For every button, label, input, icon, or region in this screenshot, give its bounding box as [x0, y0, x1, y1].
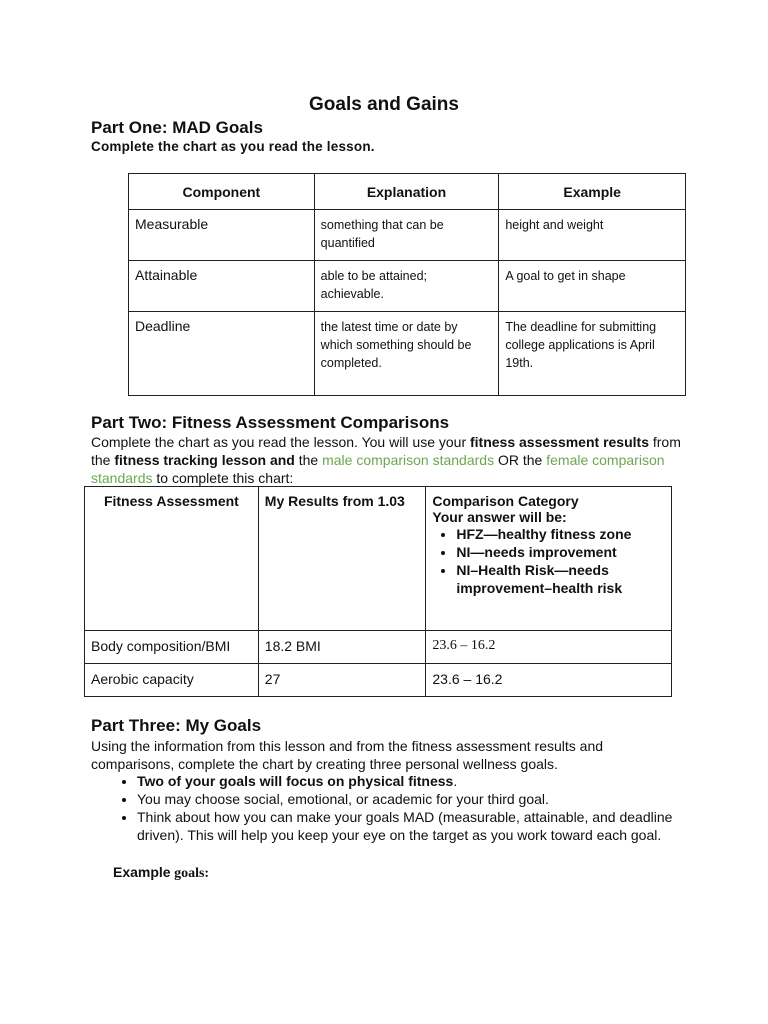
- list-item: • You may choose social, emotional, or academic for your third goal.: [137, 790, 681, 808]
- example-bold-text: Example: [113, 864, 171, 880]
- category-options-list: [432, 525, 665, 597]
- assessment-cell: Body composition/BMI: [85, 631, 259, 664]
- fitness-comparison-table: [84, 486, 672, 697]
- result-cell: 18.2 BMI: [258, 631, 426, 664]
- male-standards-link[interactable]: male comparison standards: [322, 452, 495, 468]
- part-three-heading: Part Three: My Goals: [91, 716, 262, 735]
- explanation-cell: the latest time or date by which something should be completed.: [314, 312, 499, 396]
- bullet-bold-text: Two of your goals will focus on physical fitness: [137, 773, 454, 789]
- comparison-category-subtitle: Your answer will be:: [432, 509, 567, 525]
- list-item: • HFZ—healthy fitness zone: [456, 525, 665, 543]
- table-header-row: [85, 487, 672, 631]
- part-one-heading: Part One: MAD Goals: [91, 118, 263, 137]
- list-item: • Think about how you can make your goals MAD (measurable, attainable, and deadline driven). This will help you keep your eye on the target as you work toward each goal.: [137, 808, 681, 844]
- table-header-row: [129, 174, 686, 210]
- category-cell: 23.6 – 16.2: [426, 631, 672, 664]
- table-row: [129, 210, 686, 261]
- example-goals-label: [113, 864, 209, 882]
- intro-text: the: [294, 452, 323, 468]
- result-cell: 27: [258, 664, 426, 697]
- header-my-results: My Results from 1.03: [258, 487, 426, 631]
- header-fitness-assessment: Fitness Assessment: [85, 487, 259, 631]
- intro-text: OR the: [494, 452, 547, 468]
- explanation-cell: something that can be quantified: [314, 210, 499, 261]
- comparison-category-title: Comparison Category: [432, 493, 579, 509]
- example-text: goals:: [170, 866, 210, 881]
- intro-text: to complete this chart:: [152, 470, 294, 486]
- list-item: • NI–Health Risk—needs improvement–health risk: [456, 561, 665, 597]
- explanation-cell: able to be attained; achievable.: [314, 261, 499, 312]
- part-two-heading: Part Two: Fitness Assessment Comparisons: [91, 413, 450, 432]
- assessment-cell: Aerobic capacity: [85, 664, 259, 697]
- part-two-intro: [91, 433, 681, 487]
- intro-bold-text: fitness assessment results: [470, 434, 649, 450]
- intro-text: from the: [91, 434, 681, 468]
- table-row: [129, 261, 686, 312]
- mad-goals-table: [128, 173, 686, 396]
- component-cell: Attainable: [129, 261, 315, 312]
- page-title: Goals and Gains: [309, 94, 459, 115]
- header-component: Component: [129, 174, 315, 210]
- intro-text: Complete the chart as you read the lesson. You will use your: [91, 434, 470, 450]
- list-item: • NI—needs improvement: [456, 543, 665, 561]
- table-row: [129, 312, 686, 396]
- component-cell: Deadline: [129, 312, 315, 396]
- category-cell: 23.6 – 16.2: [426, 664, 672, 697]
- table-row: [85, 631, 672, 664]
- part-one-instruction: Complete the chart as you read the lesson.: [91, 139, 375, 154]
- intro-bold-text: fitness tracking lesson and: [114, 452, 295, 468]
- list-item: [137, 772, 681, 790]
- part-three-intro: Using the information from this lesson and from the fitness assessment results and comparisons, complete the chart by creating three personal wellness goals.: [91, 738, 604, 772]
- example-cell: A goal to get in shape: [499, 261, 686, 312]
- goals-list: [91, 772, 681, 844]
- example-cell: The deadline for submitting college applications is April 19th.: [499, 312, 686, 396]
- goals-guidelines: [91, 772, 681, 844]
- bullet-text: .: [453, 773, 458, 789]
- example-cell: height and weight: [499, 210, 686, 261]
- female-standards-link[interactable]: female comparison standards: [91, 452, 665, 486]
- header-example: Example: [499, 174, 686, 210]
- header-explanation: Explanation: [314, 174, 499, 210]
- header-comparison-category: [426, 487, 672, 631]
- component-cell: Measurable: [129, 210, 315, 261]
- table-row: [85, 664, 672, 697]
